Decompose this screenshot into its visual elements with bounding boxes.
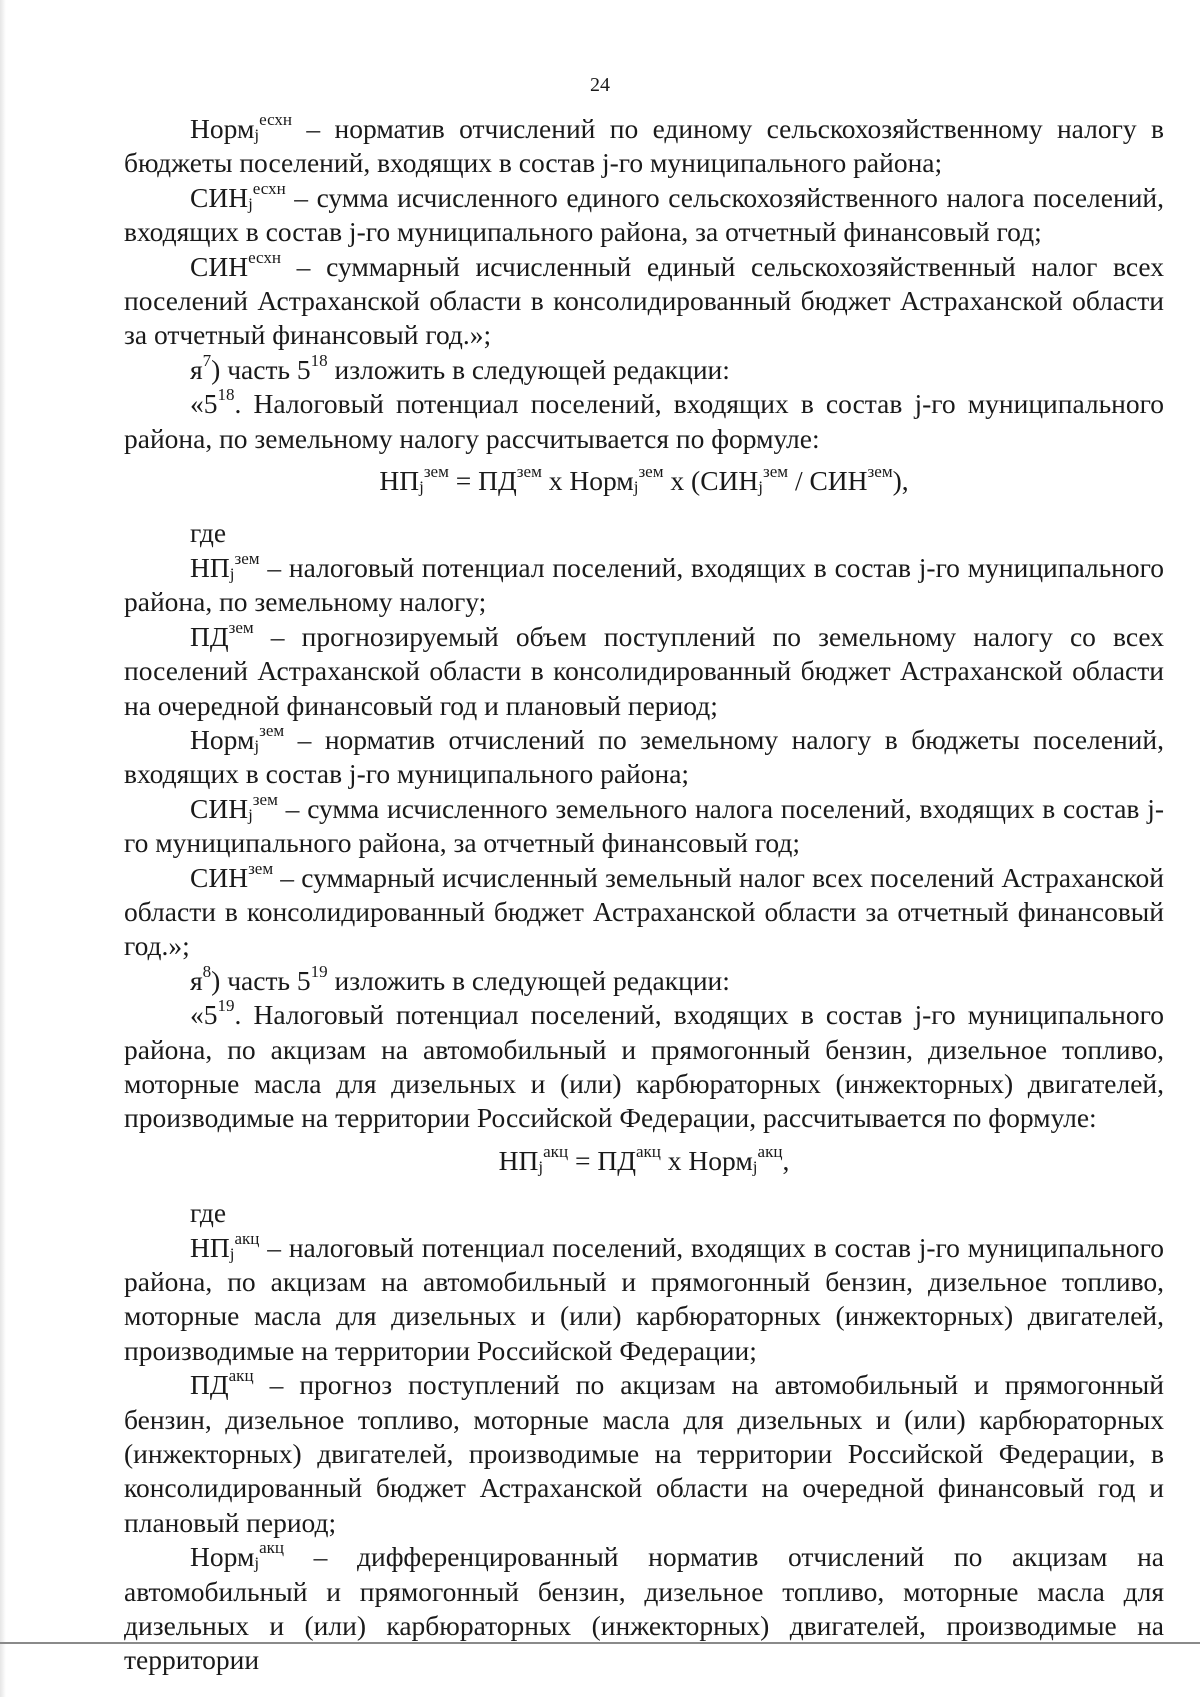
formula-excise: $НП_j^{акц} = ПД^{акц}$ х Норм$_j^{акц}$, [498, 1142, 790, 1177]
definition-np-j-akc: $НП_j^{акц}$ – налоговый потенциал поселений, входящих в состав j-го муниципального района, по акцизам на автомобильный и прямогонный бензин, дизельное топливо, моторные масла для дизельных и (или) карбюраторных (инжекторных) двигателей, производимые на территории Российской Федерации; [124, 1228, 1164, 1366]
scan-edge [0, 0, 6, 1697]
footer-rule [0, 1642, 1200, 1644]
amendment-item-ya7: $я^7$) часть $5^{18}$ изложить в следующей редакции: [190, 351, 730, 385]
definition-sin-zem: $СИН^{зем}$ – суммарный исчисленный земельный налог всех поселений Астраханской области в консолидированный бюджет Астраханской области за отчетный финансовый год.»; [124, 858, 1164, 962]
amendment-item-ya8: $я^8$) часть $5^{19}$ изложить в следующей редакции: [190, 961, 730, 996]
page-number: 24 [590, 74, 610, 96]
section-5-18-intro: «$5^{18}$. Налоговый потенциал поселений, входящих в состав j-го муниципального района, по земельному налогу рассчитывается по формуле: [124, 385, 1164, 454]
definition-pd-akc: $ПД^{акц}$ – прогноз поступлений по акцизам на автомобильный и прямогонный бензин, дизельное топливо, моторные масла для дизельных и (или) карбюраторных (инжекторных) двигателей, производимые на территории Российской Федерации, в консолидированный бюджет Астраханской области на очередной финансовый год и плановый период; [124, 1366, 1164, 1538]
definition-sin-j-eskhn: $СИН_j^{есхн}$ – сумма исчисленного единого сельскохозяйственного налога поселений, входящих в состав j-го муниципального района, за отчетный финансовый год; [124, 179, 1164, 248]
document-body [124, 112, 1164, 1678]
definition-np-j-zem: $НП_j^{зем}$ – налоговый потенциал поселений, входящих в состав j-го муниципального района, по земельному налогу; [124, 549, 1164, 618]
definition-norm-j-akc: Норм$_j^{акц}$ – дифференцированный норматив отчислений по акцизам на автомобильный и прямогонный бензин, дизельное топливо, моторные масла для дизельных и (или) карбюраторных (инжекторных) двигателей, производимые на территории [124, 1538, 1164, 1676]
definition-norm-eskhn: Норм$_j^{есхн}$ – норматив отчислений по единому сельскохозяйственному налогу в бюджеты поселений, входящих в состав j-го муниципального района; [124, 110, 1164, 179]
definition-norm-j-zem: Норм$_j^{зем}$ – норматив отчислений по земельному налогу в бюджеты поселений, входящих в состав j-го муниципального района; [124, 721, 1164, 790]
section-5-19-intro: «$5^{19}$. Налоговый потенциал поселений, входящих в состав j-го муниципального района, по акцизам на автомобильный и прямогонный бензин, дизельное топливо, моторные масла для дизельных и (или) карбюраторных (инжекторных) двигателей, производимые на территории Российской Федерации, рассчитывается по формуле: [124, 996, 1164, 1134]
where-label-1: где [190, 517, 227, 549]
where-label-2: где [190, 1197, 227, 1229]
definition-pd-zem: $ПД^{зем}$ – прогнозируемый объем поступлений по земельному налогу со всех поселений Астраханской области в консолидированный бюджет Астраханской области на очередной финансовый год и плановый период; [124, 617, 1164, 721]
definition-sin-eskhn: $СИН^{есхн}$ – суммарный исчисленный единый сельскохозяйственный налог всех поселений Астраханской области в консолидированный бюджет Астраханской области за отчетный финансовый год.»; [124, 247, 1164, 351]
formula-land-tax: $НП_j^{зем} = ПД^{зем}$ х Норм$_j^{зем}$ х $(СИН_j^{зем} / СИН^{зем})$, [379, 462, 909, 497]
definition-sin-j-zem: $СИН_j^{зем}$ – сумма исчисленного земельного налога поселений, входящих в состав j-го муниципального района, за отчетный финансовый год; [124, 789, 1164, 859]
